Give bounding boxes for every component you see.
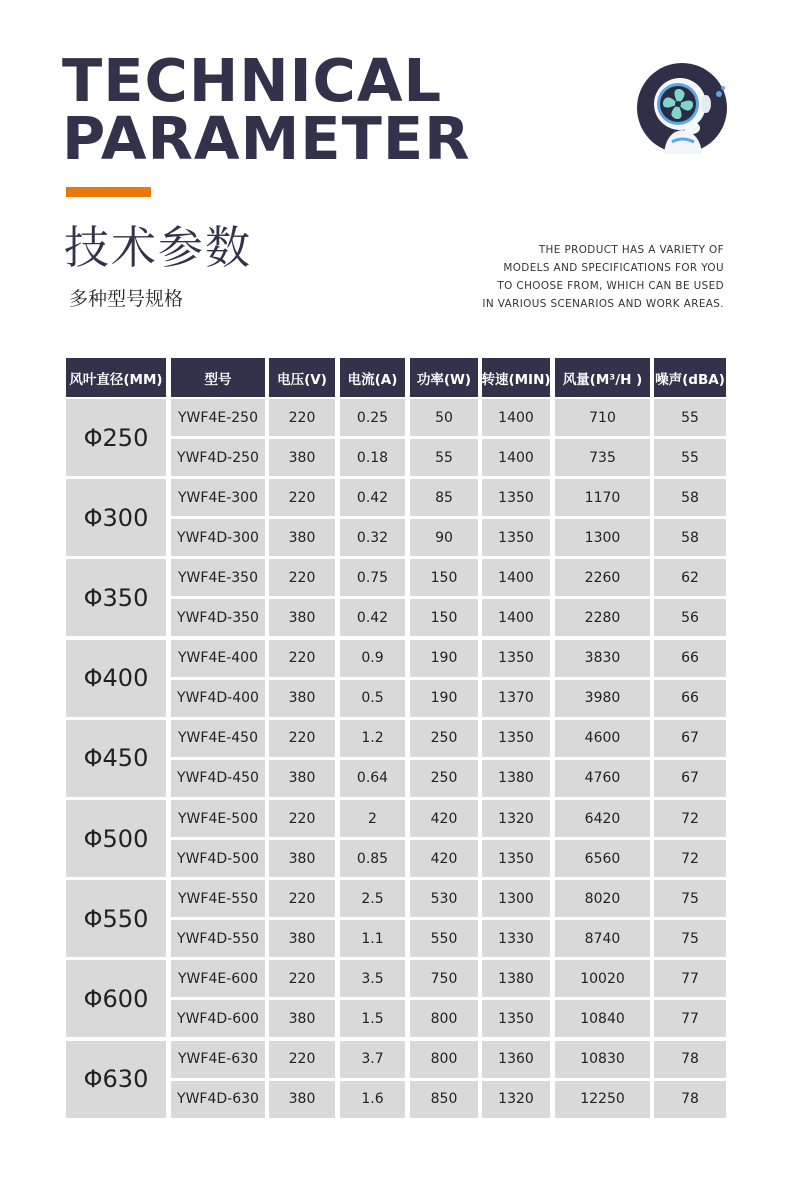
title-line-parameter: PARAMETER [62,104,471,173]
current-cell: 1.5 [340,1000,405,1037]
voltage-cell: 380 [269,439,335,476]
noise-cell: 77 [654,960,726,997]
airflow-cell: 3830 [555,640,650,677]
power-cell: 250 [410,760,478,797]
power-cell: 190 [410,640,478,677]
current-cell: 0.85 [340,840,405,877]
column-header-voltage: 电压(V) [269,358,335,397]
speed-cell: 1320 [482,800,550,837]
current-cell: 0.32 [340,519,405,556]
diameter-cell: Φ350 [66,559,166,636]
current-cell: 3.7 [340,1041,405,1078]
model-cell: YWF4D-400 [171,680,265,717]
voltage-cell: 220 [269,399,335,436]
noise-cell: 58 [654,519,726,556]
diameter-cell: Φ300 [66,479,166,556]
model-cell: YWF4D-600 [171,1000,265,1037]
power-cell: 90 [410,519,478,556]
current-cell: 1.2 [340,720,405,757]
column-header-model: 型号 [171,358,265,397]
model-cell: YWF4E-600 [171,960,265,997]
astronaut-fan-logo-icon [636,62,728,154]
column-header-airflow: 风量(M³/H ) [555,358,650,397]
model-cell: YWF4E-630 [171,1041,265,1078]
airflow-cell: 6420 [555,800,650,837]
airflow-cell: 1170 [555,479,650,516]
noise-cell: 66 [654,640,726,677]
model-cell: YWF4D-550 [171,920,265,957]
airflow-cell: 8020 [555,880,650,917]
current-cell: 1.6 [340,1081,405,1118]
power-cell: 750 [410,960,478,997]
airflow-cell: 8740 [555,920,650,957]
power-cell: 190 [410,680,478,717]
model-cell: YWF4D-250 [171,439,265,476]
noise-cell: 55 [654,399,726,436]
speed-cell: 1330 [482,920,550,957]
voltage-cell: 220 [269,559,335,596]
noise-cell: 56 [654,599,726,636]
power-cell: 50 [410,399,478,436]
current-cell: 0.42 [340,599,405,636]
title-english [62,46,471,173]
power-cell: 250 [410,720,478,757]
power-cell: 420 [410,840,478,877]
model-cell: YWF4D-450 [171,760,265,797]
airflow-cell: 4760 [555,760,650,797]
power-cell: 550 [410,920,478,957]
speed-cell: 1350 [482,519,550,556]
description-line: THE PRODUCT HAS A VARIETY OF [538,244,724,256]
voltage-cell: 220 [269,1041,335,1078]
power-cell: 800 [410,1041,478,1078]
airflow-cell: 10840 [555,1000,650,1037]
speed-cell: 1400 [482,559,550,596]
airflow-cell: 1300 [555,519,650,556]
column-header-noise: 噪声(dBA) [654,358,726,397]
model-cell: YWF4E-250 [171,399,265,436]
diameter-cell: Φ600 [66,960,166,1037]
speed-cell: 1300 [482,880,550,917]
title-chinese: 技术参数 [64,221,253,274]
voltage-cell: 380 [269,760,335,797]
model-cell: YWF4D-350 [171,599,265,636]
description-line: MODELS AND SPECIFICATIONS FOR YOU [503,262,724,274]
speed-cell: 1370 [482,680,550,717]
current-cell: 2.5 [340,880,405,917]
noise-cell: 58 [654,479,726,516]
current-cell: 0.75 [340,559,405,596]
description [424,241,724,313]
column-header-power: 功率(W) [410,358,478,397]
model-cell: YWF4E-300 [171,479,265,516]
diameter-cell: Φ630 [66,1041,166,1118]
speed-cell: 1400 [482,399,550,436]
noise-cell: 75 [654,920,726,957]
current-cell: 0.25 [340,399,405,436]
power-cell: 530 [410,880,478,917]
diameter-cell: Φ550 [66,880,166,957]
description-line: TO CHOOSE FROM, WHICH CAN BE USED [497,280,724,292]
voltage-cell: 220 [269,640,335,677]
current-cell: 0.18 [340,439,405,476]
voltage-cell: 380 [269,599,335,636]
noise-cell: 78 [654,1041,726,1078]
noise-cell: 62 [654,559,726,596]
voltage-cell: 220 [269,720,335,757]
speed-cell: 1400 [482,599,550,636]
noise-cell: 78 [654,1081,726,1118]
voltage-cell: 380 [269,920,335,957]
noise-cell: 67 [654,720,726,757]
speed-cell: 1320 [482,1081,550,1118]
power-cell: 800 [410,1000,478,1037]
column-header-current: 电流(A) [340,358,405,397]
power-cell: 55 [410,439,478,476]
voltage-cell: 220 [269,479,335,516]
voltage-cell: 220 [269,800,335,837]
airflow-cell: 12250 [555,1081,650,1118]
noise-cell: 55 [654,439,726,476]
model-cell: YWF4E-350 [171,559,265,596]
airflow-cell: 710 [555,399,650,436]
voltage-cell: 380 [269,519,335,556]
accent-divider [66,187,151,197]
voltage-cell: 220 [269,960,335,997]
noise-cell: 77 [654,1000,726,1037]
noise-cell: 72 [654,840,726,877]
speed-cell: 1380 [482,760,550,797]
power-cell: 850 [410,1081,478,1118]
current-cell: 0.42 [340,479,405,516]
diameter-cell: Φ250 [66,399,166,476]
noise-cell: 72 [654,800,726,837]
model-cell: YWF4D-300 [171,519,265,556]
speed-cell: 1350 [482,640,550,677]
current-cell: 0.9 [340,640,405,677]
airflow-cell: 10020 [555,960,650,997]
voltage-cell: 380 [269,1000,335,1037]
airflow-cell: 4600 [555,720,650,757]
voltage-cell: 380 [269,840,335,877]
diameter-cell: Φ400 [66,640,166,717]
column-header-diameter: 风叶直径(MM) [66,358,166,397]
airflow-cell: 6560 [555,840,650,877]
voltage-cell: 380 [269,1081,335,1118]
current-cell: 1.1 [340,920,405,957]
description-line: IN VARIOUS SCENARIOS AND WORK AREAS. [482,298,724,310]
speed-cell: 1350 [482,1000,550,1037]
speed-cell: 1350 [482,479,550,516]
model-cell: YWF4D-630 [171,1081,265,1118]
airflow-cell: 3980 [555,680,650,717]
title-line-technical: TECHNICAL [62,46,443,115]
voltage-cell: 380 [269,680,335,717]
column-header-speed: 转速(MIN) [482,358,550,397]
model-cell: YWF4E-450 [171,720,265,757]
power-cell: 420 [410,800,478,837]
power-cell: 150 [410,559,478,596]
diameter-cell: Φ500 [66,800,166,877]
voltage-cell: 220 [269,880,335,917]
speed-cell: 1380 [482,960,550,997]
speed-cell: 1350 [482,720,550,757]
speed-cell: 1400 [482,439,550,476]
airflow-cell: 10830 [555,1041,650,1078]
power-cell: 85 [410,479,478,516]
current-cell: 2 [340,800,405,837]
model-cell: YWF4E-550 [171,880,265,917]
model-cell: YWF4D-500 [171,840,265,877]
noise-cell: 67 [654,760,726,797]
diameter-cell: Φ450 [66,720,166,797]
subtitle-chinese: 多种型号规格 [69,288,184,310]
current-cell: 0.64 [340,760,405,797]
noise-cell: 66 [654,680,726,717]
model-cell: YWF4E-400 [171,640,265,677]
airflow-cell: 2280 [555,599,650,636]
power-cell: 150 [410,599,478,636]
model-cell: YWF4E-500 [171,800,265,837]
speed-cell: 1360 [482,1041,550,1078]
current-cell: 3.5 [340,960,405,997]
noise-cell: 75 [654,880,726,917]
airflow-cell: 735 [555,439,650,476]
speed-cell: 1350 [482,840,550,877]
airflow-cell: 2260 [555,559,650,596]
current-cell: 0.5 [340,680,405,717]
